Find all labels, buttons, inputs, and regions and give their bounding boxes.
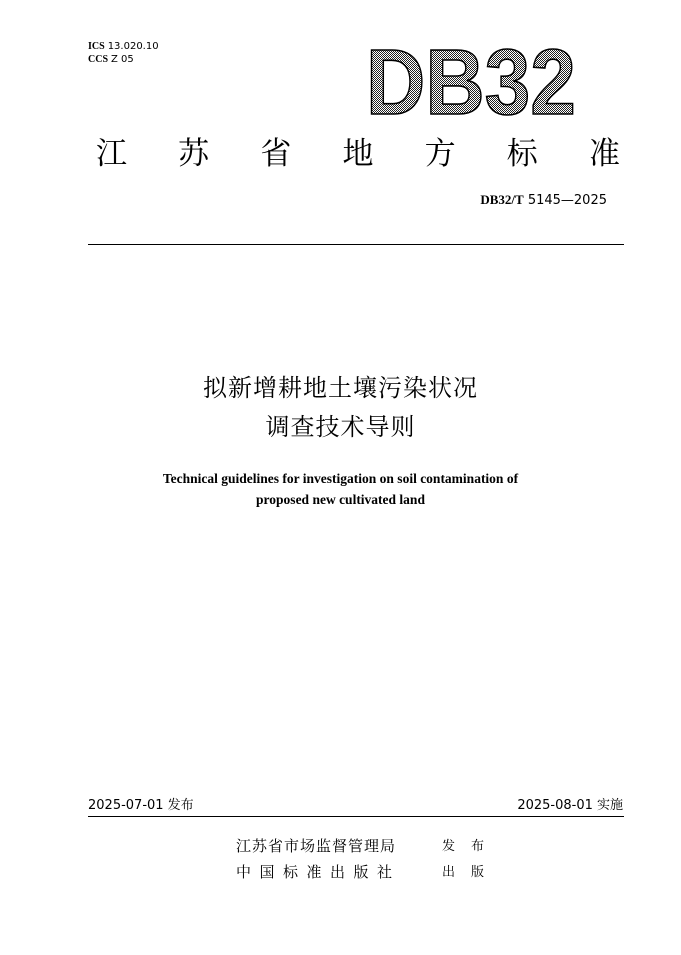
classification-codes bbox=[88, 40, 159, 66]
ccs-line bbox=[88, 53, 159, 66]
title-english-line-2: proposed new cultivated land bbox=[256, 492, 425, 507]
org-char: 江 bbox=[96, 136, 127, 172]
standard-code: 5145—2025 bbox=[523, 193, 607, 208]
org-char: 地 bbox=[342, 136, 374, 172]
bottom-divider bbox=[88, 816, 624, 817]
org-char: 标 bbox=[506, 136, 538, 172]
issuing-body: 江苏省市场监督管理局 bbox=[236, 837, 397, 855]
ics-label: ICS bbox=[88, 41, 105, 52]
logo-text: DB32 bbox=[366, 30, 576, 134]
title-english-line-1: Technical guidelines for investigation on soil contamination of bbox=[162, 471, 519, 486]
db32-logo bbox=[364, 30, 579, 134]
issuing-authority-title bbox=[96, 134, 620, 174]
implementation-date: 2025-08-01 实施 bbox=[517, 798, 623, 813]
title-chinese-line-2: 调查技术导则 bbox=[265, 413, 416, 441]
ccs-label: CCS bbox=[88, 54, 109, 65]
publisher: 中国标准出版社 bbox=[236, 863, 401, 881]
standard-prefix: DB32/T bbox=[480, 192, 524, 207]
ics-code: 13.020.10 bbox=[107, 41, 159, 52]
org-char: 准 bbox=[588, 136, 620, 172]
top-divider bbox=[88, 244, 624, 245]
publishing-action: 出版 bbox=[442, 865, 501, 880]
org-char: 方 bbox=[424, 136, 456, 172]
standard-number bbox=[480, 192, 607, 209]
issue-date: 2025-07-01 发布 bbox=[88, 798, 194, 813]
org-char: 省 bbox=[260, 136, 292, 172]
ics-line bbox=[88, 40, 159, 53]
ccs-code: Z 05 bbox=[111, 54, 134, 65]
org-char: 苏 bbox=[178, 136, 210, 172]
issuing-action: 发布 bbox=[442, 839, 501, 854]
title-chinese-line-1: 拟新增耕地土壤污染状况 bbox=[203, 374, 478, 402]
